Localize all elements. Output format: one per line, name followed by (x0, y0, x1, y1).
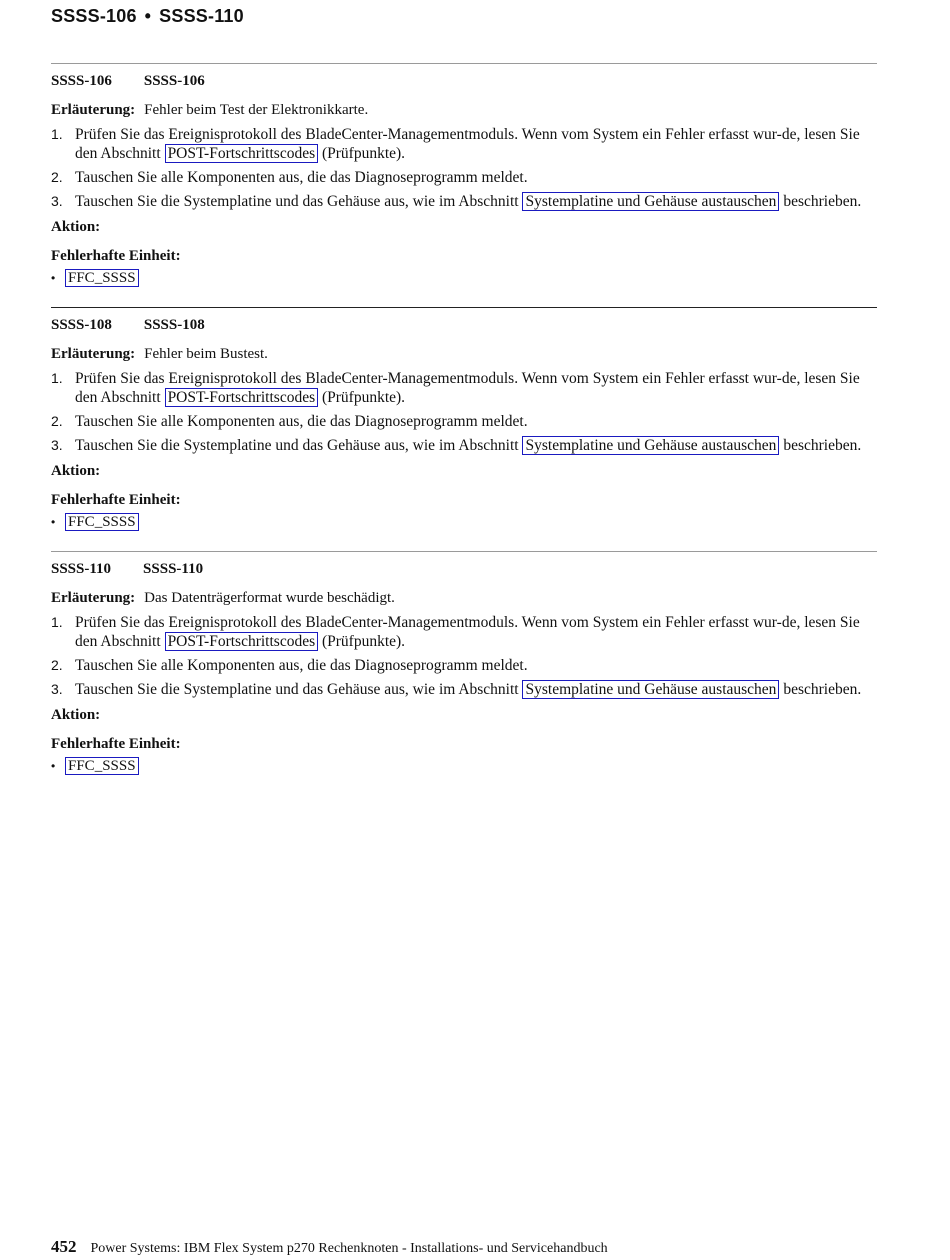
error-entry-ssss-108 (51, 307, 877, 551)
action-label: Aktion: (51, 219, 101, 235)
bullet: • (51, 271, 56, 285)
step-text: Tauschen Sie die Systemplatine und das Gehäuse aus, wie im Abschnitt (75, 681, 523, 698)
failing-unit-list (51, 267, 877, 289)
header-left-code: SSSS-106 (51, 6, 137, 26)
action-label: Aktion: (51, 707, 101, 723)
step-text-after: beschrieben. (779, 193, 862, 210)
replace-system-board-link[interactable]: Systemplatine und Gehäuse austauschen (522, 192, 779, 211)
action-label: Aktion: (51, 463, 101, 479)
explanation (51, 100, 877, 120)
step-number: 3. (51, 437, 63, 453)
step-text: Tauschen Sie die Systemplatine und das Gehäuse aus, wie im Abschnitt (75, 437, 523, 454)
step-list (51, 125, 877, 211)
entry-heading (51, 559, 877, 579)
step-text: Prüfen Sie das Ereignisprotokoll des BladeCenter-Managementmoduls. Wenn vom System ein Fehler erfasst wur-de, lesen Sie den Abschnitt (75, 126, 860, 162)
step-item (51, 412, 877, 431)
step-text-after: beschrieben. (779, 681, 862, 698)
page-number: 452 (51, 1237, 77, 1256)
explanation (51, 588, 877, 608)
ffc-link[interactable]: FFC_SSSS (65, 513, 139, 531)
page-header (51, 6, 244, 27)
step-text: Prüfen Sie das Ereignisprotokoll des BladeCenter-Managementmoduls. Wenn vom System ein Fehler erfasst wur-de, lesen Sie den Abschnitt (75, 614, 860, 650)
header-bullet: • (144, 6, 152, 26)
explanation-text: Fehler beim Bustest. (144, 346, 268, 362)
content (51, 63, 877, 777)
entry-code-repeat: SSSS-110 (143, 561, 204, 577)
error-entry-ssss-106 (51, 63, 877, 307)
failing-unit-label: Fehlerhafte Einheit: (51, 492, 181, 508)
entry-code: SSSS-106 (51, 73, 112, 89)
step-item (51, 613, 877, 651)
step-item (51, 436, 877, 455)
page-footer (51, 1237, 608, 1257)
step-text: Prüfen Sie das Ereignisprotokoll des BladeCenter-Managementmoduls. Wenn vom System ein Fehler erfasst wur-de, lesen Sie den Abschnitt (75, 370, 860, 406)
step-number: 3. (51, 193, 63, 209)
explanation-label: Erläuterung: (51, 590, 136, 606)
post-progress-codes-link[interactable]: POST-Fortschrittscodes (165, 144, 319, 163)
entry-heading (51, 71, 877, 91)
failing-unit-item (51, 267, 877, 289)
step-item (51, 680, 877, 699)
failing-unit-item (51, 755, 877, 777)
step-item (51, 369, 877, 407)
step-item (51, 168, 877, 187)
step-text: Tauschen Sie alle Komponenten aus, die das Diagnoseprogramm meldet. (75, 169, 528, 186)
step-text: Tauschen Sie alle Komponenten aus, die das Diagnoseprogramm meldet. (75, 657, 528, 674)
explanation-text: Das Datenträgerformat wurde beschädigt. (144, 590, 395, 606)
error-entry-ssss-110 (51, 551, 877, 777)
step-number: 2. (51, 413, 63, 429)
entry-code: SSSS-108 (51, 317, 112, 333)
footer-text: Power Systems: IBM Flex System p270 Rechenknoten - Installations- und Servicehandbuch (90, 1241, 608, 1256)
failing-unit-label: Fehlerhafte Einheit: (51, 248, 181, 264)
entry-code-repeat: SSSS-108 (143, 317, 205, 333)
step-number: 1. (51, 126, 63, 142)
entry-code: SSSS-110 (51, 561, 112, 577)
step-number: 1. (51, 370, 63, 386)
step-text-after: (Prüfpunkte). (318, 389, 406, 406)
ffc-link[interactable]: FFC_SSSS (65, 269, 139, 287)
entry-code-repeat: SSSS-106 (143, 73, 205, 89)
explanation (51, 344, 877, 364)
bullet: • (51, 759, 56, 773)
failing-unit-list (51, 755, 877, 777)
step-number: 1. (51, 614, 63, 630)
step-list (51, 369, 877, 455)
replace-system-board-link[interactable]: Systemplatine und Gehäuse austauschen (522, 680, 779, 699)
step-text: Tauschen Sie die Systemplatine und das Gehäuse aus, wie im Abschnitt (75, 193, 523, 210)
step-list (51, 613, 877, 699)
step-number: 2. (51, 169, 63, 185)
step-number: 2. (51, 657, 63, 673)
explanation-label: Erläuterung: (51, 346, 136, 362)
failing-unit-label: Fehlerhafte Einheit: (51, 736, 181, 752)
step-item (51, 192, 877, 211)
step-item (51, 125, 877, 163)
ffc-link[interactable]: FFC_SSSS (65, 757, 139, 775)
post-progress-codes-link[interactable]: POST-Fortschrittscodes (165, 632, 319, 651)
step-text-after: (Prüfpunkte). (318, 633, 406, 650)
failing-unit-item (51, 511, 877, 533)
step-number: 3. (51, 681, 63, 697)
post-progress-codes-link[interactable]: POST-Fortschrittscodes (165, 388, 319, 407)
step-item (51, 656, 877, 675)
step-text-after: beschrieben. (779, 437, 862, 454)
explanation-label: Erläuterung: (51, 102, 136, 118)
explanation-text: Fehler beim Test der Elektronikkarte. (144, 102, 369, 118)
entry-heading (51, 315, 877, 335)
step-text-after: (Prüfpunkte). (318, 145, 406, 162)
replace-system-board-link[interactable]: Systemplatine und Gehäuse austauschen (522, 436, 779, 455)
step-text: Tauschen Sie alle Komponenten aus, die das Diagnoseprogramm meldet. (75, 413, 528, 430)
failing-unit-list (51, 511, 877, 533)
bullet: • (51, 515, 56, 529)
header-right-code: SSSS-110 (159, 6, 244, 26)
